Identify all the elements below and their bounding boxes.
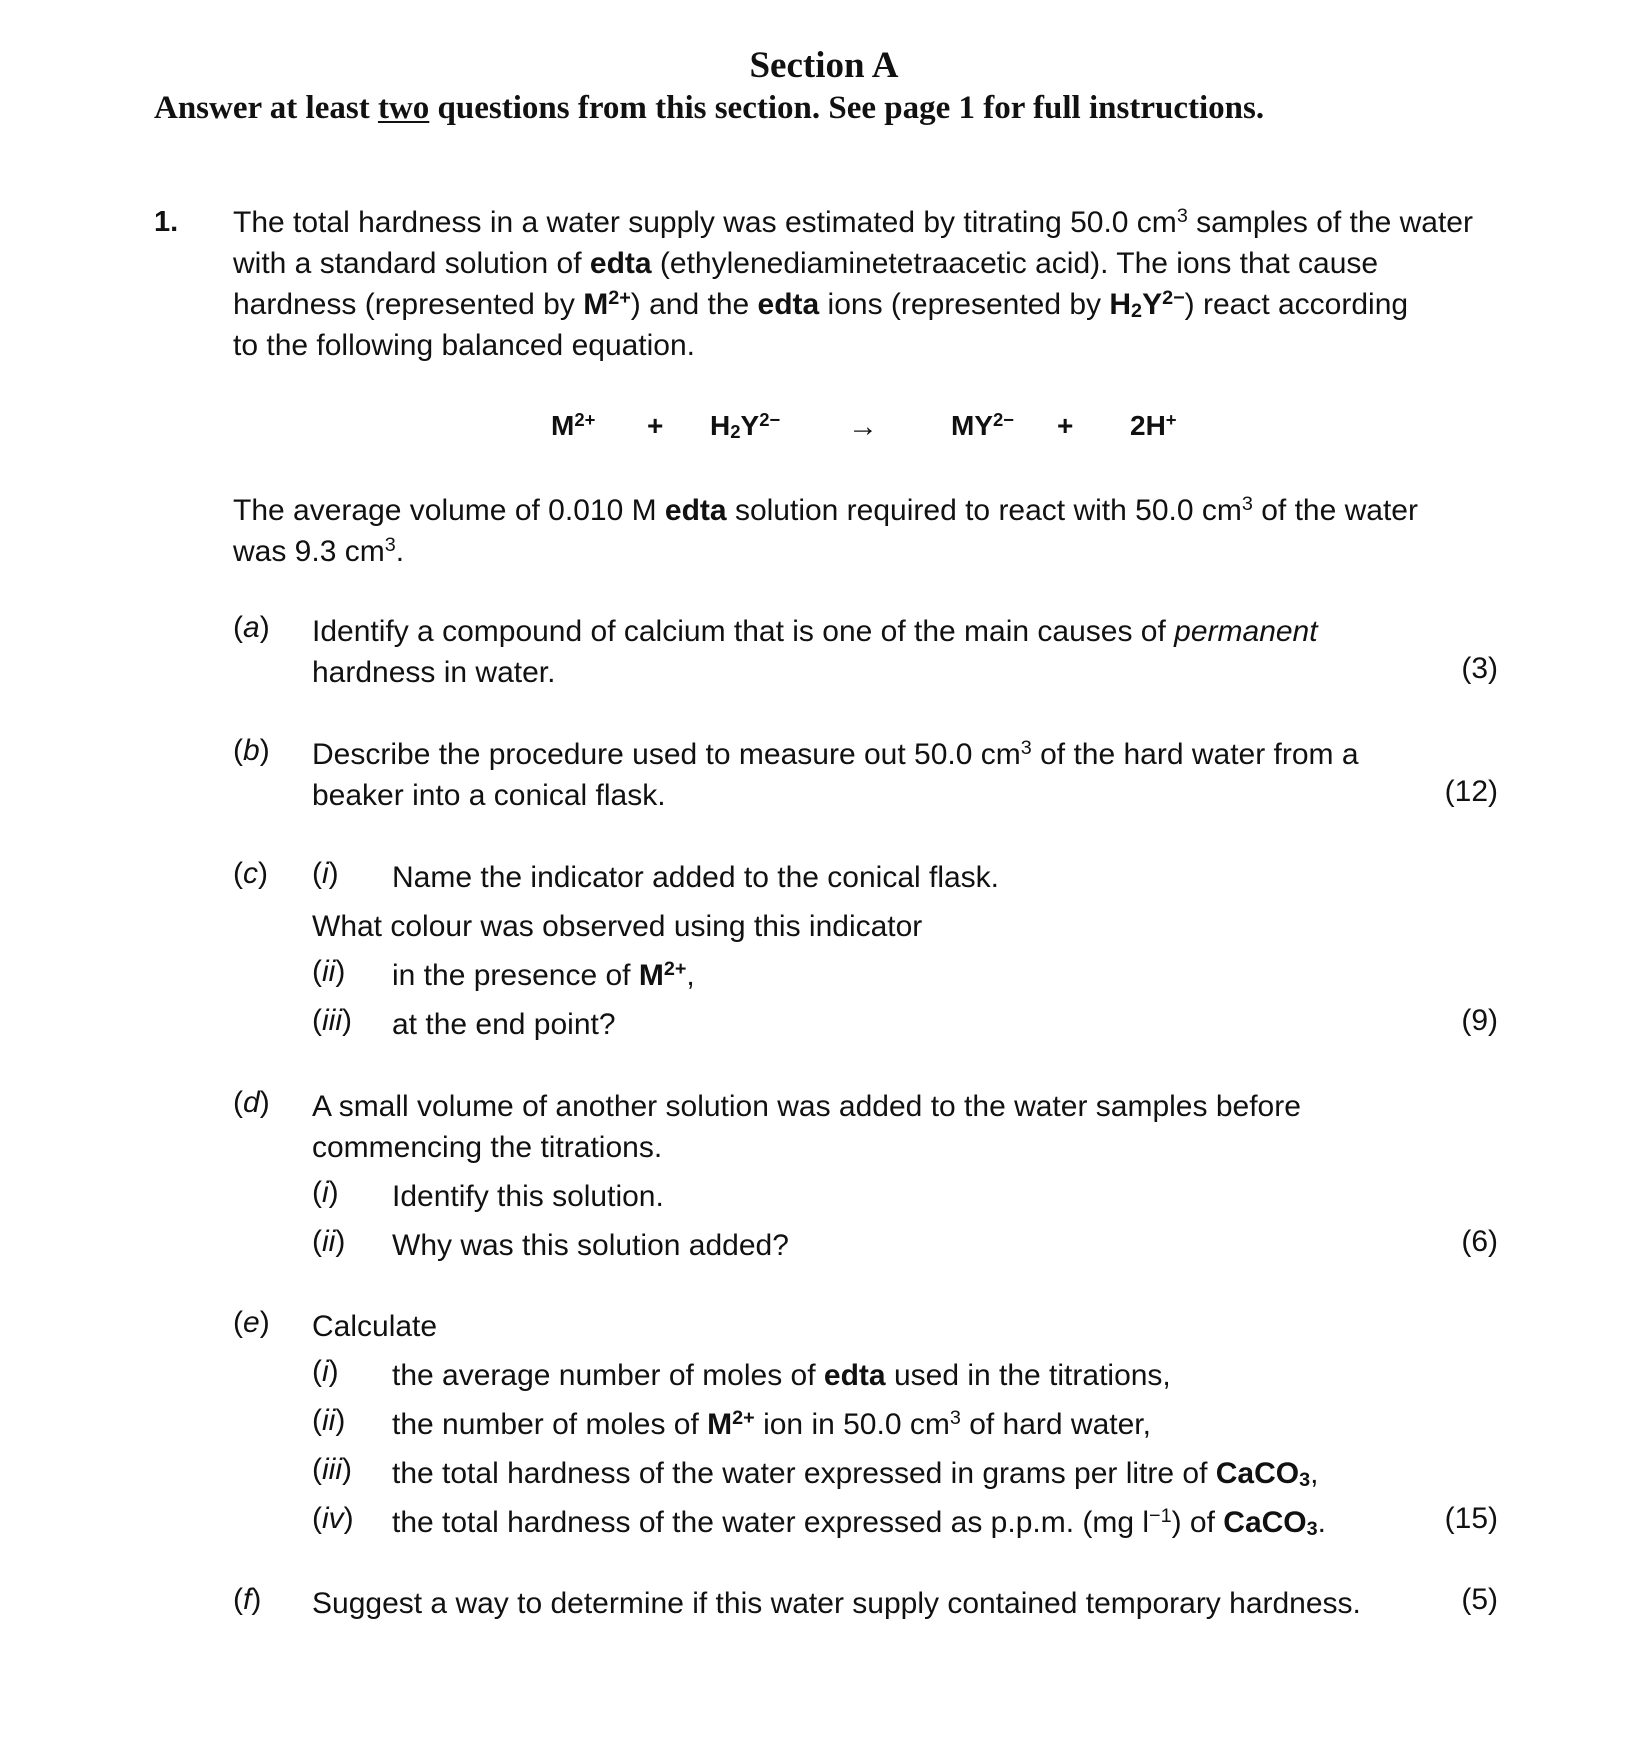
part-b-text xyxy=(312,734,1359,816)
part-e-ii-letter: ii xyxy=(322,1404,336,1437)
part-e-iii-sub: 3 xyxy=(1299,1468,1311,1491)
part-b-l1-sup: 3 xyxy=(1020,737,1032,760)
eq-r1: M xyxy=(551,410,575,441)
part-e-iv-label: (iv) xyxy=(312,1502,354,1535)
intro-line-4: to the following balanced equation. xyxy=(233,329,696,362)
part-e-ii-c: of hard water, xyxy=(960,1408,1151,1441)
part-e-iv-text xyxy=(392,1502,1326,1543)
data-l1-b: solution required to react with 50.0 cm xyxy=(726,494,1242,527)
eq-p2-sup: + xyxy=(1165,408,1177,430)
part-e-marks: (15) xyxy=(1444,1502,1498,1535)
part-e-iii-bold: CaCO xyxy=(1215,1457,1300,1490)
data-l1-a: The average volume of 0.010 M xyxy=(233,494,665,527)
intro-l2-bold: edta xyxy=(589,247,652,280)
part-e-stem: Calculate xyxy=(312,1310,438,1343)
part-d-ii-label: (ii) xyxy=(312,1225,346,1258)
part-e-ii-text xyxy=(392,1404,1151,1445)
part-d-i-label: (i) xyxy=(312,1176,339,1209)
intro-line-1 xyxy=(233,202,1473,243)
part-e-ii-a: the number of moles of xyxy=(392,1408,708,1441)
part-a-line-1 xyxy=(312,611,1318,652)
part-e-iii-a: the total hardness of the water expressed in grams per litre of xyxy=(392,1457,1216,1490)
intro-line-2 xyxy=(233,243,1473,284)
intro-l3-y: Y xyxy=(1142,288,1163,321)
data-l1-c: of the water xyxy=(1252,494,1418,527)
section-title: Section A xyxy=(749,45,899,86)
part-c-iii-label: (iii) xyxy=(312,1004,352,1037)
part-a-text xyxy=(312,611,1318,693)
part-e-iii-text xyxy=(392,1453,1318,1494)
instruction-text-pre: Answer at least xyxy=(154,90,378,126)
part-d-ii-letter: ii xyxy=(322,1225,336,1258)
intro-l2-a: with a standard solution of xyxy=(233,247,590,280)
intro-l3-m-text: M xyxy=(583,288,609,321)
part-e-label: (e) xyxy=(233,1306,270,1339)
part-b-line-2: beaker into a conical flask. xyxy=(312,779,666,812)
part-c-ii-m-text: M xyxy=(638,959,664,992)
part-a-letter: a xyxy=(243,611,260,644)
part-e-ii-m-sup: 2+ xyxy=(732,1407,755,1430)
intro-l3-c: ions (represented by xyxy=(819,288,1110,321)
equation-product-2 xyxy=(1130,410,1177,442)
part-d-label: (d) xyxy=(233,1086,270,1119)
intro-l1-sup: 3 xyxy=(1176,205,1188,228)
part-e-iii-label: (iii) xyxy=(312,1453,352,1486)
part-c-stem: What colour was observed using this indicator xyxy=(312,910,923,943)
part-c-letter: c xyxy=(243,857,258,890)
part-c-iii-text: at the end point? xyxy=(392,1008,616,1041)
part-c-ii-text xyxy=(392,955,695,996)
eq-p1: MY xyxy=(951,410,993,441)
intro-l1-a: The total hardness in a water supply was estimated by titrating 50.0 cm xyxy=(233,206,1177,239)
intro-l3-h: H xyxy=(1109,288,1132,321)
intro-l1-b: samples of the water xyxy=(1187,206,1473,239)
part-c-ii-m-sup: 2+ xyxy=(663,958,687,981)
part-c-i-label: (i) xyxy=(312,857,339,890)
part-d-line-1: A small volume of another solution was added to the water samples before xyxy=(312,1090,1301,1123)
part-f-text: Suggest a way to determine if this water supply contained temporary hardness. xyxy=(312,1587,1361,1620)
part-e-letter: e xyxy=(243,1306,260,1339)
part-e-ii-b: ion in 50.0 cm xyxy=(754,1408,950,1441)
part-e-iv-c: . xyxy=(1317,1506,1327,1539)
part-c-ii-letter: ii xyxy=(322,955,336,988)
part-d-ii-text: Why was this solution added? xyxy=(392,1229,789,1262)
eq-p2: 2H xyxy=(1130,410,1166,441)
instruction-text-post: questions from this section. See page 1 for full instructions. xyxy=(429,90,1265,126)
part-d-letter: d xyxy=(243,1086,260,1119)
eq-p1-sup: 2− xyxy=(993,408,1015,430)
part-e-i-b: used in the titrations, xyxy=(885,1359,1171,1392)
part-e-ii-sup2: 3 xyxy=(949,1407,961,1430)
part-e-iv-a: the total hardness of the water expressed as p.p.m. (mg l xyxy=(392,1506,1150,1539)
part-c-ii-m xyxy=(639,959,687,992)
intro-l3-h2y xyxy=(1109,288,1184,321)
eq-r1-sup: 2+ xyxy=(574,408,596,430)
part-e-iv-sup: −1 xyxy=(1149,1505,1172,1528)
part-e-iii-letter: iii xyxy=(322,1453,342,1486)
part-b-l1-a: Describe the procedure used to measure out 50.0 cm xyxy=(312,738,1021,771)
intro-l3-h-sub: 2 xyxy=(1131,299,1143,322)
part-b-letter: b xyxy=(243,734,260,767)
data-l1-bold: edta xyxy=(664,494,727,527)
part-e-i-label: (i) xyxy=(312,1355,339,1388)
intro-l3-edta: edta xyxy=(757,288,820,321)
part-e-iv-bold: CaCO xyxy=(1223,1506,1307,1539)
part-e-iii-b: , xyxy=(1310,1457,1319,1490)
part-c-ii-b: , xyxy=(686,959,695,992)
data-line-2 xyxy=(233,531,1418,572)
intro-line-3 xyxy=(233,284,1473,325)
question-number: 1. xyxy=(154,206,179,238)
part-e-i-a: the average number of moles of xyxy=(392,1359,824,1392)
part-c-label: (c) xyxy=(233,857,268,890)
question-intro xyxy=(233,202,1473,366)
eq-r2-y: Y xyxy=(740,410,760,441)
data-line-1 xyxy=(233,490,1418,531)
part-a-label: (a) xyxy=(233,611,270,644)
part-d-line-2: commencing the titrations. xyxy=(312,1131,663,1164)
equation-product-1 xyxy=(951,410,1014,442)
part-f-marks: (5) xyxy=(1461,1583,1498,1616)
part-b-line-1 xyxy=(312,734,1359,775)
equation-plus-1: + xyxy=(647,410,664,441)
part-d-text xyxy=(312,1086,1301,1168)
intro-l3-m xyxy=(583,288,631,321)
part-f-letter: f xyxy=(243,1583,252,1616)
part-e-iv-letter: iv xyxy=(322,1502,344,1535)
part-c-ii-a: in the presence of xyxy=(392,959,639,992)
intro-l2-b: (ethylenediaminetetraacetic acid). The ions that cause xyxy=(651,247,1379,280)
part-e-i-letter: i xyxy=(322,1355,329,1388)
data-l2-b: . xyxy=(395,535,405,568)
intro-l3-d: ) react according xyxy=(1184,288,1409,321)
data-l1-sup: 3 xyxy=(1241,493,1253,516)
eq-r2-sup: 2− xyxy=(759,408,781,430)
part-a-l1-italic: permanent xyxy=(1174,615,1318,648)
part-e-iv-formula xyxy=(1223,1506,1317,1539)
data-l2-sup: 3 xyxy=(384,534,396,557)
part-d-i-letter: i xyxy=(322,1176,329,1209)
data-paragraph xyxy=(233,490,1418,572)
part-b-l1-b: of the hard water from a xyxy=(1031,738,1359,771)
part-c-ii-label: (ii) xyxy=(312,955,346,988)
part-e-ii-m xyxy=(707,1408,755,1441)
section-instruction xyxy=(154,90,1264,127)
part-a-l1-a: Identify a compound of calcium that is one of the main causes of xyxy=(312,615,1175,648)
part-e-iii-formula xyxy=(1216,1457,1310,1490)
part-c-iii-letter: iii xyxy=(322,1004,342,1037)
intro-l3-m-sup: 2+ xyxy=(608,287,631,310)
part-a-marks: (3) xyxy=(1461,652,1498,685)
part-d-marks: (6) xyxy=(1461,1225,1498,1258)
equation-plus-2: + xyxy=(1057,410,1074,441)
part-d-i-text: Identify this solution. xyxy=(392,1180,664,1213)
part-c-marks: (9) xyxy=(1461,1004,1498,1037)
part-e-ii-m-text: M xyxy=(707,1408,733,1441)
intro-l3-b: ) and the xyxy=(630,288,758,321)
part-a-line-2: hardness in water. xyxy=(312,656,556,689)
part-e-i-bold: edta xyxy=(823,1359,886,1392)
part-e-iv-sub: 3 xyxy=(1306,1517,1318,1540)
eq-r2-sub: 2 xyxy=(730,420,741,442)
part-e-i-text xyxy=(392,1355,1171,1396)
intro-l3-y-sup: 2− xyxy=(1162,287,1185,310)
intro-l3-a: hardness (represented by xyxy=(233,288,584,321)
eq-r2-h: H xyxy=(710,410,731,441)
equation-reactant-2 xyxy=(710,410,780,442)
equation-arrow: → xyxy=(848,410,878,443)
part-c-i-letter: i xyxy=(322,857,329,890)
data-l2-a: was 9.3 cm xyxy=(233,535,385,568)
part-b-marks: (12) xyxy=(1444,775,1498,808)
equation-reactant-1 xyxy=(551,410,595,442)
instruction-underlined: two xyxy=(377,90,430,126)
part-b-label: (b) xyxy=(233,734,270,767)
part-e-iv-b: ) of xyxy=(1171,1506,1224,1539)
part-e-ii-label: (ii) xyxy=(312,1404,346,1437)
part-c-i-text: Name the indicator added to the conical flask. xyxy=(392,861,1000,894)
part-f-label: (f) xyxy=(233,1583,262,1616)
